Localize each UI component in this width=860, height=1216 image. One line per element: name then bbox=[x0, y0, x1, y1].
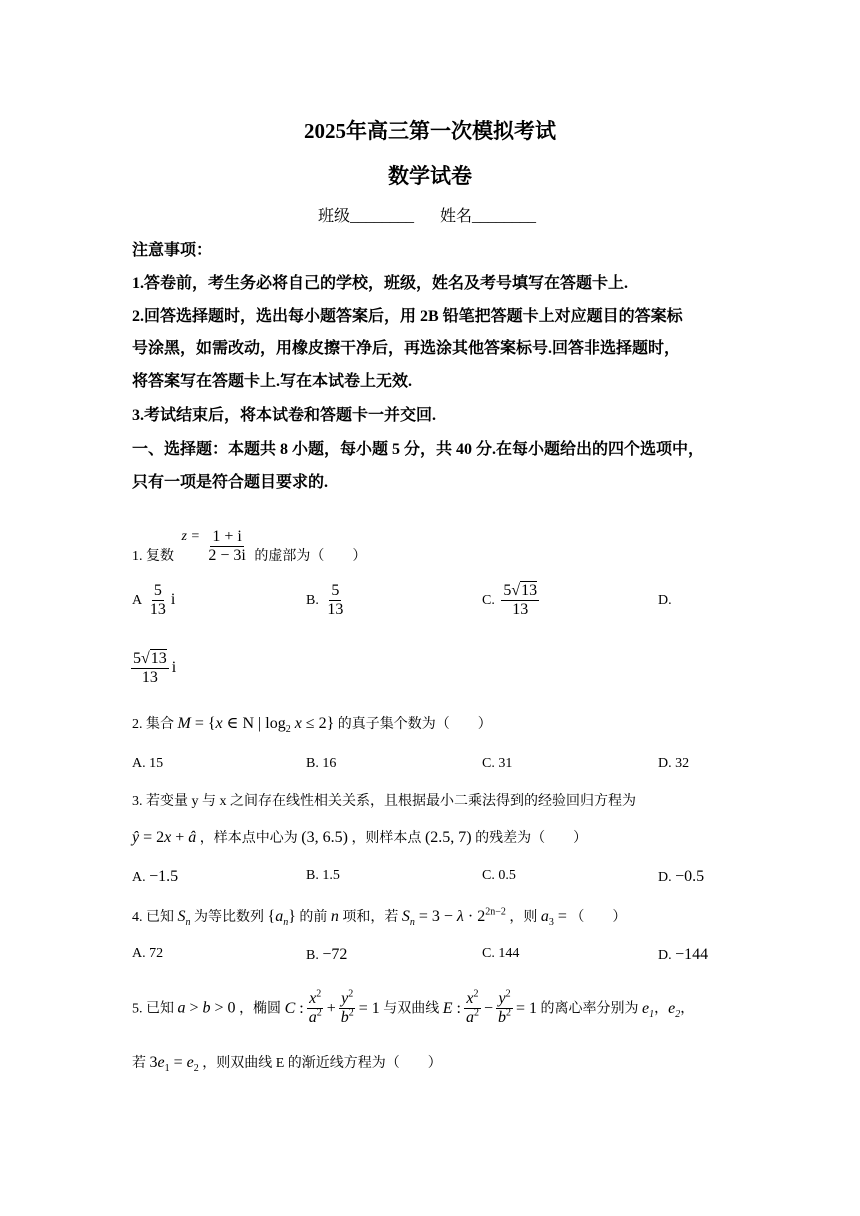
q1-option-b bbox=[306, 582, 348, 620]
q4-text-3: 项和，若 bbox=[342, 910, 399, 925]
q4-d-label: D. bbox=[658, 948, 672, 963]
q4-option-c: C. 144 bbox=[482, 946, 520, 961]
question-4 bbox=[132, 906, 627, 929]
q1-suffix: 的虚部为（ ） bbox=[254, 549, 367, 565]
q4-an: $\{a_n\}$ bbox=[267, 908, 296, 929]
q2-option-a: A. 15 bbox=[132, 756, 164, 771]
q4-prefix: 4. 已知 bbox=[132, 910, 174, 925]
q4-b-label: B. bbox=[306, 948, 319, 963]
question-2 bbox=[132, 713, 492, 736]
q4-suffix: （ ） bbox=[570, 910, 627, 925]
note-2-line-1: 2.回答选择题时，选出每小题答案后，用 2B 铅笔把答题卡上对应题目的答案标 bbox=[132, 308, 683, 325]
q5-e2: $e_2$ bbox=[668, 999, 681, 1020]
class-field: 班级________ bbox=[318, 208, 415, 225]
q3-suffix: 的残差为（ ） bbox=[475, 831, 588, 846]
q2-suffix: 的真子集个数为（ ） bbox=[337, 717, 492, 732]
question-1 bbox=[132, 528, 367, 576]
q3-center-point: (3, 6.5) bbox=[301, 829, 348, 846]
q5-hyperbola: E : $\frac{x^2}{a^2}$ − $\frac{y^2}{b^2}$ = 1 bbox=[442, 988, 538, 1027]
q4-sn: $S_n$ bbox=[177, 908, 191, 929]
q3-text-2: ，则样本点 bbox=[351, 831, 422, 846]
section-heading-line-2: 只有一项是符合题目要求的. bbox=[132, 474, 329, 491]
q1-formula: z = bbox=[181, 529, 200, 545]
q4-sum-formula: $S_n = 3 - \lambda \cdot 2^{2n-2}$ bbox=[401, 906, 506, 929]
q1-fraction: $\frac{1 + i}{2 - 3i}$ bbox=[208, 528, 246, 565]
question-3-line-2 bbox=[132, 827, 587, 847]
q2-option-b: B. 16 bbox=[306, 756, 337, 771]
notes-heading: 注意事项： bbox=[132, 242, 213, 259]
q3-d-value: −0.5 bbox=[675, 868, 705, 885]
q3-text-1: ，样本点中心为 bbox=[199, 831, 298, 846]
q5-text-3: 的离心率分别为 bbox=[540, 1001, 639, 1017]
q5-line2-text: ，则双曲线 E 的渐近线方程为（ ） bbox=[202, 1056, 442, 1071]
q1-c-label: C. bbox=[482, 593, 495, 609]
q5-relation: $3e_1 = e_2$ bbox=[149, 1054, 199, 1075]
q5-e1: $e_1$ bbox=[642, 999, 655, 1020]
q1-b-value: $\frac{5}{13}$ bbox=[327, 582, 344, 619]
q4-n: n bbox=[330, 908, 339, 925]
q2-option-d: D. 32 bbox=[658, 756, 690, 771]
q4-text-4: ，则 bbox=[509, 910, 538, 925]
question-5-line-2 bbox=[132, 1052, 442, 1075]
page-title: 2025年高三第一次模拟考试 bbox=[304, 119, 556, 143]
q3-regression-eq: ŷ = 2x + â bbox=[132, 829, 197, 846]
q5-text-2: 与双曲线 bbox=[383, 1001, 440, 1017]
note-3: 3.考试结束后，将本试卷和答题卡一并交回. bbox=[132, 407, 437, 424]
q4-b-value: −72 bbox=[322, 946, 348, 963]
q5-line2-prefix: 若 bbox=[132, 1056, 146, 1071]
note-2-line-2: 号涂黑，如需改动，用橡皮擦干净后，再选涂其他答案标号.回答非选择题时， bbox=[132, 340, 681, 357]
q4-a3: $a_3$ = bbox=[540, 908, 567, 929]
q3-option-c: C. 0.5 bbox=[482, 868, 516, 883]
q1-b-label: B. bbox=[306, 593, 319, 609]
q3-d-label: D. bbox=[658, 870, 672, 885]
name-field: 姓名________ bbox=[440, 208, 537, 225]
question-5-line-1: 5. 已知 a > b > 0 ，椭圆 C : $\frac{x^2}{a^2}$ + $\frac{y^2}{b^2}$ = 1 与双曲线 E : $\frac{x^2}{a^2}$ − $\frac{y^2}{b^2}$ = 1 的离心率分别为 $e_1$，$e_2$， bbox=[132, 988, 695, 1027]
q3-a-label: A. bbox=[132, 870, 146, 885]
q1-a-value: $\frac{5}{13}$ bbox=[149, 582, 166, 619]
q1-option-d: $\frac{5√13}{13}$ i bbox=[133, 650, 177, 687]
q4-d-value: −144 bbox=[675, 946, 709, 963]
q1-option-c bbox=[482, 582, 542, 620]
q5-condition: a > b > 0 bbox=[177, 999, 236, 1017]
q4-option-a: A. 72 bbox=[132, 946, 164, 961]
q5-ellipse: C : $\frac{x^2}{a^2}$ + $\frac{y^2}{b^2}$ = 1 bbox=[284, 988, 380, 1027]
q1-a-label: A bbox=[132, 593, 142, 609]
q4-text-1: 为等比数列 bbox=[194, 910, 264, 925]
question-3-line-1: 3. 若变量 y 与 x 之间存在线性相关关系，且根据最小二乘法得到的经验回归方程为 bbox=[132, 794, 636, 809]
q4-text-2: 的前 bbox=[299, 910, 328, 925]
q1-prefix: 1. 复数 bbox=[132, 549, 174, 565]
q3-a-value: −1.5 bbox=[149, 868, 179, 885]
section-heading-line-1: 一、选择题：本题共 8 小题，每小题 5 分，共 40 分.在每小题给出的四个选项中， bbox=[132, 441, 705, 458]
note-2-line-3: 将答案写在答题卡上.写在本试卷上无效. bbox=[132, 373, 413, 390]
q1-d-value: $\frac{5√13}{13}$ bbox=[133, 650, 167, 687]
q5-text-1: ，椭圆 bbox=[239, 1001, 282, 1017]
q3-sample-point: (2.5, 7) bbox=[424, 829, 472, 846]
note-1: 1.答卷前，考生务必将自己的学校，班级，姓名及考号填写在答题卡上. bbox=[132, 275, 629, 292]
q1-c-value: $\frac{5√13}{13}$ bbox=[503, 582, 538, 619]
q4-option-d bbox=[658, 946, 708, 964]
q3-option-d bbox=[658, 868, 704, 886]
q2-formula: M = {x ∈ N | $\log_2 x \le 2$} bbox=[177, 715, 335, 736]
q5-prefix: 5. 已知 bbox=[132, 1001, 174, 1017]
q3-option-b: B. 1.5 bbox=[306, 868, 340, 883]
q2-option-c: C. 31 bbox=[482, 756, 513, 771]
q4-option-b bbox=[306, 946, 347, 964]
page-subtitle: 数学试卷 bbox=[388, 164, 472, 188]
q1-option-d-label: D. bbox=[658, 593, 672, 608]
q3-option-a bbox=[132, 868, 178, 886]
q2-prefix: 2. 集合 bbox=[132, 717, 174, 732]
q1-option-a: A $\frac{5}{13}$ i bbox=[132, 582, 176, 619]
